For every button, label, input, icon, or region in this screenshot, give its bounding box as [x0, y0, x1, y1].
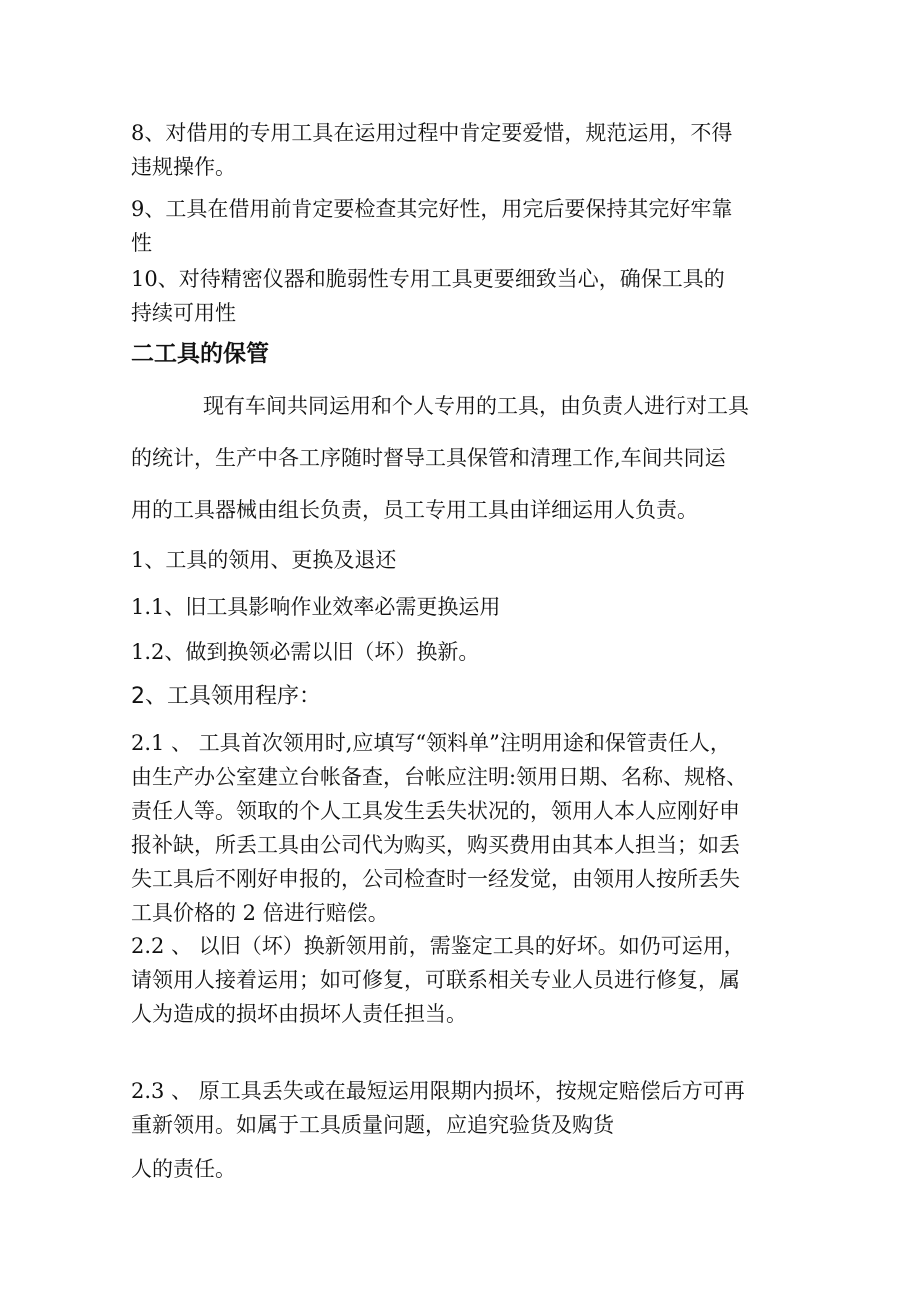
text-line: 责任人等。领取的个人工具发生丢失状况的，领用人本人应刚好申	[131, 799, 740, 823]
text-line: 失工具后不刚好申报的，公司检查时一经发觉，由领用人按所丢失	[131, 867, 740, 891]
text-line: 8、对借用的专用工具在运用过程中肯定要爱惜，规范运用，不得	[131, 121, 733, 145]
text-line: 重新领用。如属于工具质量问题，应追究验货及购货	[131, 1113, 614, 1137]
paragraph-2-2	[131, 929, 811, 1031]
paragraph-2-3-tail: 人的责任。	[131, 1157, 236, 1181]
subsection-2-title: 2、工具领用程序：	[131, 684, 321, 709]
text-line: 2.1 、 工具首次领用时,应填写“领料单”注明用途和保管责任人，	[131, 731, 731, 755]
text-line: 用的工具器械由组长负责，员工专用工具由详细运用人负责。	[131, 498, 698, 522]
text-line: 2.2 、 以旧（坏）换新领用前，需鉴定工具的好坏。如仍可运用，	[131, 934, 745, 958]
item-9	[131, 192, 811, 260]
section-heading: 二工具的保管	[131, 341, 269, 367]
text-line: 9、工具在借用前肯定要检查其完好性，用完后要保持其完好牢靠	[131, 197, 733, 221]
text-line: 人为造成的损坏由损坏人责任担当。	[131, 1002, 467, 1026]
item-8	[131, 116, 811, 184]
item-10	[131, 262, 811, 330]
paragraph-1-2: 1.2、做到换领必需以旧（坏）换新。	[131, 640, 480, 664]
text-line: 10、对待精密仪器和脆弱性专用工具更要细致当心，确保工具的	[131, 267, 725, 291]
text-line: 持续可用性	[131, 301, 236, 325]
section-intro	[131, 380, 811, 536]
text-line: 工具价格的 2 倍进行赔偿。	[131, 901, 389, 925]
text-line: 报补缺，所丢工具由公司代为购买，购买费用由其本人担当；如丢	[131, 833, 740, 857]
text-line: 2.3 、 原工具丢失或在最短运用限期内损坏，按规定赔偿后方可再	[131, 1079, 745, 1103]
text-line: 性	[131, 231, 152, 255]
paragraph-1-1: 1.1、旧工具影响作业效率必需更换运用	[131, 595, 501, 619]
text-line: 的统计，生产中各工序随时督导工具保管和清理工作,车间共同运	[131, 446, 726, 470]
paragraph-2-3	[131, 1074, 811, 1142]
subsection-1-title: 1、工具的领用、更换及退还	[131, 548, 397, 572]
text-line: 请领用人接着运用；如可修复，可联系相关专业人员进行修复，属	[131, 968, 740, 992]
text-line: 现有车间共同运用和个人专用的工具，由负责人进行对工具	[203, 394, 749, 418]
paragraph-2-1	[131, 726, 811, 930]
text-line: 违规操作。	[131, 155, 236, 179]
text-line: 由生产办公室建立台帐备查，台帐应注明:领用日期、名称、规格、	[131, 765, 748, 789]
